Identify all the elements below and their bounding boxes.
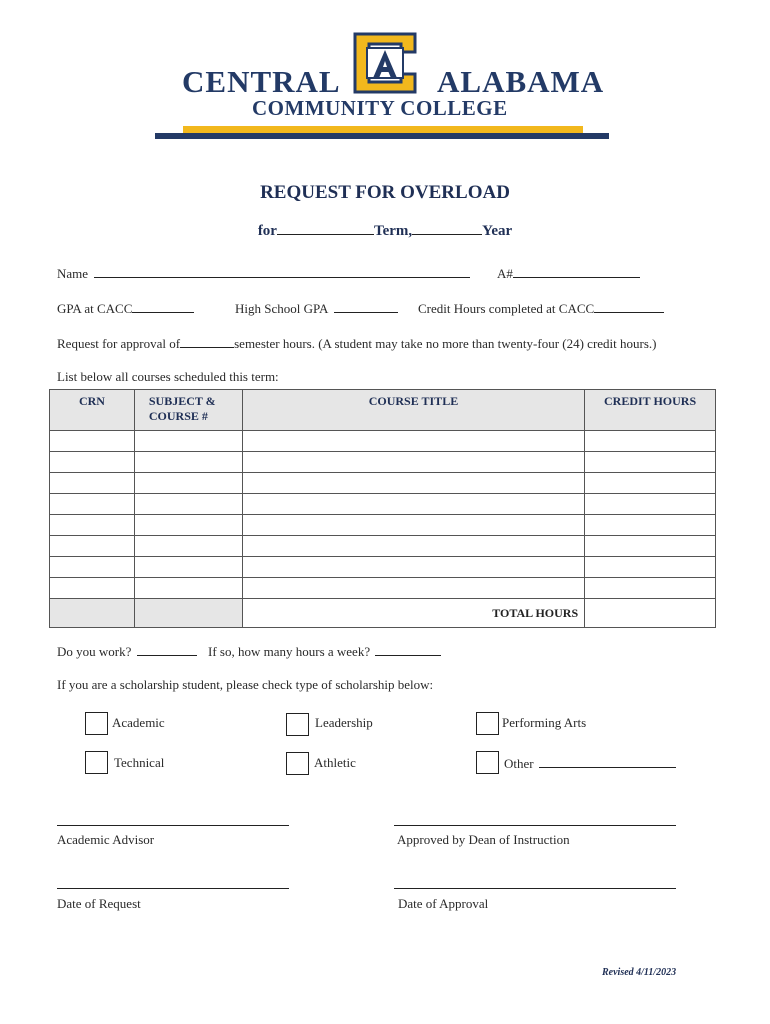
title-cell[interactable] <box>242 494 584 515</box>
table-header-row <box>50 390 716 431</box>
header-gold-bar <box>183 126 583 133</box>
performing-arts-checkbox[interactable] <box>476 712 499 735</box>
advisor-label: Academic Advisor <box>57 832 155 847</box>
crn-cell[interactable] <box>50 494 135 515</box>
crn-cell[interactable] <box>50 578 135 599</box>
logo-word-alabama: ALABAMA <box>437 64 605 99</box>
header-subject-line2: COURSE # <box>148 409 208 423</box>
table-row <box>50 515 716 536</box>
header-navy-bar <box>155 133 609 139</box>
table-row <box>50 452 716 473</box>
performing-arts-label: Performing Arts <box>502 715 587 730</box>
semester-hours-field[interactable] <box>180 335 234 348</box>
athletic-checkbox[interactable] <box>286 752 309 775</box>
credit-completed-label: Credit Hours completed at CACC <box>418 301 595 316</box>
crn-cell[interactable] <box>50 452 135 473</box>
subject-cell[interactable] <box>134 431 242 452</box>
hours-cell[interactable] <box>585 494 716 515</box>
crn-cell[interactable] <box>50 515 135 536</box>
crn-cell[interactable] <box>50 431 135 452</box>
title-cell[interactable] <box>242 515 584 536</box>
total-shade-cell <box>50 599 135 628</box>
request-row <box>57 335 657 352</box>
table-row <box>50 578 716 599</box>
total-hours-cell[interactable] <box>585 599 716 628</box>
other-row <box>504 755 676 772</box>
work-label: Do you work? <box>57 644 132 659</box>
total-row <box>50 599 716 628</box>
advisor-signature-line[interactable] <box>57 825 289 826</box>
header-crn: CRN <box>50 390 135 431</box>
gpa-cacc-row <box>57 300 194 317</box>
hours-week-field[interactable] <box>375 643 441 656</box>
credit-completed-field[interactable] <box>594 300 664 313</box>
subject-cell[interactable] <box>134 494 242 515</box>
work-field[interactable] <box>137 643 197 656</box>
gpa-cacc-label: GPA at CACC <box>57 301 133 316</box>
hs-gpa-label: High School GPA <box>235 301 328 316</box>
date-request-line[interactable] <box>57 888 289 889</box>
hours-week-row <box>208 643 441 660</box>
name-field[interactable] <box>94 265 470 278</box>
title-cell[interactable] <box>242 431 584 452</box>
subject-cell[interactable] <box>134 536 242 557</box>
table-row <box>50 494 716 515</box>
other-label: Other <box>504 756 534 771</box>
request-suffix: semester hours. (A student may take no more than twenty-four (24) credit hours.) <box>234 336 657 351</box>
anum-label: A# <box>497 266 513 281</box>
hours-cell[interactable] <box>585 515 716 536</box>
athletic-label: Athletic <box>314 755 356 770</box>
request-prefix: Request for approval of <box>57 336 181 351</box>
hours-cell[interactable] <box>585 431 716 452</box>
table-row <box>50 557 716 578</box>
hs-gpa-field[interactable] <box>334 300 398 313</box>
term-line <box>0 222 770 240</box>
table-row <box>50 473 716 494</box>
crn-cell[interactable] <box>50 473 135 494</box>
logo-word-central: CENTRAL <box>182 64 341 99</box>
title-cell[interactable] <box>242 452 584 473</box>
header-course-title: COURSE TITLE <box>242 390 584 431</box>
header-credit-hours: CREDIT HOURS <box>585 390 716 431</box>
term-field[interactable] <box>277 222 374 235</box>
subject-cell[interactable] <box>134 515 242 536</box>
list-label: List below all courses scheduled this term: <box>57 369 279 384</box>
subject-cell[interactable] <box>134 473 242 494</box>
title-cell[interactable] <box>242 578 584 599</box>
table-row <box>50 431 716 452</box>
hours-cell[interactable] <box>585 452 716 473</box>
dean-label: Approved by Dean of Instruction <box>397 832 570 847</box>
dean-signature-line[interactable] <box>394 825 676 826</box>
scholarship-prompt: If you are a scholarship student, please check type of scholarship below: <box>57 677 434 692</box>
term-for-label: for <box>257 223 277 239</box>
date-approval-line[interactable] <box>394 888 676 889</box>
hours-week-label: If so, how many hours a week? <box>208 644 371 659</box>
other-checkbox[interactable] <box>476 751 499 774</box>
date-approval-label: Date of Approval <box>398 896 489 911</box>
year-label: Year <box>482 223 513 239</box>
logo-subtitle: COMMUNITY COLLEGE <box>252 96 508 120</box>
hours-cell[interactable] <box>585 578 716 599</box>
table-row <box>50 536 716 557</box>
courses-table <box>49 389 716 628</box>
name-row <box>57 265 470 282</box>
work-row <box>57 643 197 660</box>
title-cell[interactable] <box>242 536 584 557</box>
technical-label: Technical <box>114 755 165 770</box>
leadership-checkbox[interactable] <box>286 713 309 736</box>
hours-cell[interactable] <box>585 473 716 494</box>
total-shade-cell <box>134 599 242 628</box>
credit-completed-row <box>418 300 664 317</box>
title-cell[interactable] <box>242 557 584 578</box>
hours-cell[interactable] <box>585 536 716 557</box>
college-logo-icon <box>349 30 421 96</box>
academic-label: Academic <box>112 715 165 730</box>
hours-cell[interactable] <box>585 557 716 578</box>
year-field[interactable] <box>412 222 482 235</box>
term-label: Term, <box>373 223 413 239</box>
hs-gpa-row <box>235 300 398 317</box>
academic-checkbox[interactable] <box>85 712 108 735</box>
subject-cell[interactable] <box>134 557 242 578</box>
technical-checkbox[interactable] <box>85 751 108 774</box>
header-subject-line1: SUBJECT & <box>148 394 216 408</box>
form-title: REQUEST FOR OVERLOAD <box>260 182 510 203</box>
anum-row <box>497 265 640 282</box>
anum-field[interactable] <box>513 265 640 278</box>
subject-cell[interactable] <box>134 578 242 599</box>
crn-cell[interactable] <box>50 536 135 557</box>
crn-cell[interactable] <box>50 557 135 578</box>
gpa-cacc-field[interactable] <box>132 300 194 313</box>
subject-cell[interactable] <box>134 452 242 473</box>
revised-date: Revised 4/11/2023 <box>602 967 677 978</box>
header-subject <box>134 390 242 431</box>
total-hours-label: TOTAL HOURS <box>242 599 584 628</box>
other-field[interactable] <box>539 755 676 768</box>
date-request-label: Date of Request <box>57 896 141 911</box>
leadership-label: Leadership <box>315 715 373 730</box>
title-cell[interactable] <box>242 473 584 494</box>
name-label: Name <box>57 266 89 281</box>
